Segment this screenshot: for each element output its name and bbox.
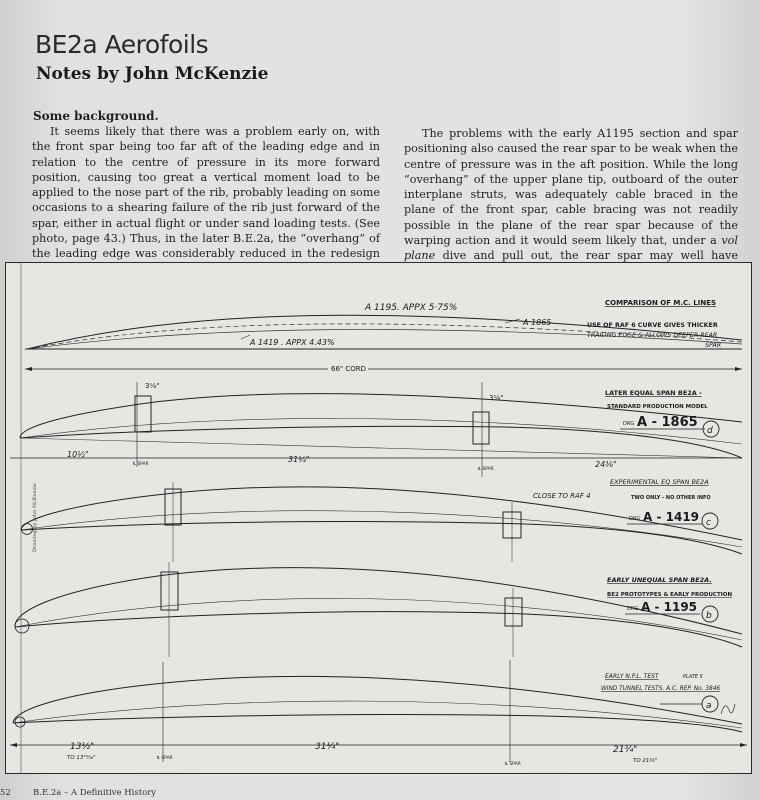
section-c-drawing-no: A - 1419 xyxy=(643,510,700,524)
dim-d-mid: 31¼" xyxy=(288,455,310,464)
label-a1865: A 1865 xyxy=(523,318,552,327)
dim-d-left: 10½" xyxy=(67,450,89,459)
section-c-dwg-prefix: DRG xyxy=(629,516,641,522)
right-paragraph-text-2: dive and pull out, the rear spar may well have xyxy=(442,249,738,263)
spar-label-d1: ℄ SPAR xyxy=(133,462,149,467)
aerofoil-drawing-svg xyxy=(5,262,752,774)
dim-a-mid: 31¼" xyxy=(315,742,340,752)
label-a1195: A 1195. APPX 5·75% xyxy=(365,303,458,313)
section-d-subtitle: STANDARD PRODUCTION MODEL xyxy=(607,404,708,410)
dim-a-left-sub: TO 13¹⁵⁄₁₆" xyxy=(67,755,96,761)
comparison-section xyxy=(25,299,742,373)
right-paragraph-italic: vol plane xyxy=(404,234,738,263)
section-d-drawing-no: A - 1865 xyxy=(637,415,698,430)
page-number: 52 xyxy=(0,788,11,798)
comparison-note-2: TRAILING EDGE & ALLOWS DEEPER REAR xyxy=(587,332,718,339)
spar-depth-front: 3⅛" xyxy=(145,382,160,390)
section-a-title: EARLY N.P.L. TEST xyxy=(605,673,659,680)
section-d-circle-label: d xyxy=(707,426,713,436)
spar-label-d2: ℄ SPAR xyxy=(478,467,494,472)
right-paragraph-text-1: The problems with the early A1195 section and spar positioning also caused the rear spar to be weak when the centre of pressure was in the aft position. While the long “overhang” of the upper plane tip, outboard of the outer interplane struts, was adequately cable braced in the plane of the front spar, cable bracing was not readily possible in the plane of the rear spar because of the warping action and it would seem likely that, under a xyxy=(404,127,738,248)
section-a-line2: WIND TUNNEL TESTS. A.C. REP. No. 3846 xyxy=(601,686,721,692)
section-b-drawing-no: A - 1195 xyxy=(641,600,698,614)
label-a1419: A 1419 . APPX 4.43% xyxy=(250,338,335,347)
spar-label-a2: ℄ SPAR xyxy=(505,762,521,767)
comparison-note-1: USE OF RAF 6 CURVE GIVES THICKER xyxy=(587,322,718,329)
book-title: B.E.2a – A Definitive History xyxy=(33,788,157,798)
section-c-built-note: TWO ONLY - NO OTHER INFO xyxy=(631,495,711,501)
section-b xyxy=(15,562,742,657)
spar-label-a1: ℄ SPAR xyxy=(157,756,173,761)
section-a-title-suffix: PLATE II xyxy=(683,674,703,680)
page-title: BE2a Aerofoils xyxy=(35,30,209,59)
dim-a-right-sub: TO 21⅜" xyxy=(633,758,658,764)
section-a-circle-label: a xyxy=(706,701,712,711)
section-b-circle-label: b xyxy=(706,611,712,621)
section-d-title: LATER EQUAL SPAN BE2A - xyxy=(605,389,702,397)
chord-label: 66" CORD xyxy=(331,365,367,373)
comparison-note-3: SPAR xyxy=(705,342,722,349)
signature-mark xyxy=(721,704,735,714)
section-c-close-note: CLOSE TO RAF 4 xyxy=(533,492,591,500)
section-d xyxy=(10,382,742,477)
spar-depth-rear: 3⅛" xyxy=(489,394,504,402)
section-d-dwg-prefix: DRG xyxy=(623,421,635,427)
dim-a-right: 21¾" xyxy=(613,745,638,755)
left-paragraph: It seems likely that there was a problem early on, with the front spar being too far aft of the leading edge and in relation to the centre of pressure in its more forward position, causing too great a vertical moment load to be applied to the nose part of the rib, probably leading on some occasions to a shearing failure of the rib just forward of the spar, either in actual flight or under sand loading tests. (See photo, page 43.) Thus, in the later B.E.2a, the “overhang” of the leading edge was considerably reduced in the redesign xyxy=(32,125,380,261)
page-subtitle: Notes by John McKenzie xyxy=(36,64,269,84)
section-a xyxy=(10,660,747,767)
drawing-credit: Drawing by John McKenzie xyxy=(32,483,38,552)
section-b-title: EARLY UNEQUAL SPAN BE2A. xyxy=(607,576,712,584)
section-c xyxy=(21,478,742,562)
section-c-circle-label: c xyxy=(706,518,711,528)
section-heading: Some background. xyxy=(33,109,159,123)
section-b-subtitle: BE2 PROTOTYPES & EARLY PRODUCTION xyxy=(607,592,733,598)
left-column xyxy=(32,124,380,277)
comparison-title: COMPARISON OF M.C. LINES xyxy=(605,299,717,307)
section-c-title: EXPERIMENTAL EQ SPAN BE2A xyxy=(610,478,709,486)
aerofoil-drawing xyxy=(5,262,752,774)
section-b-dwg-prefix: DRG xyxy=(627,606,639,612)
dim-d-right: 24⅜" xyxy=(595,460,617,469)
dim-a-left: 13½" xyxy=(70,742,95,752)
